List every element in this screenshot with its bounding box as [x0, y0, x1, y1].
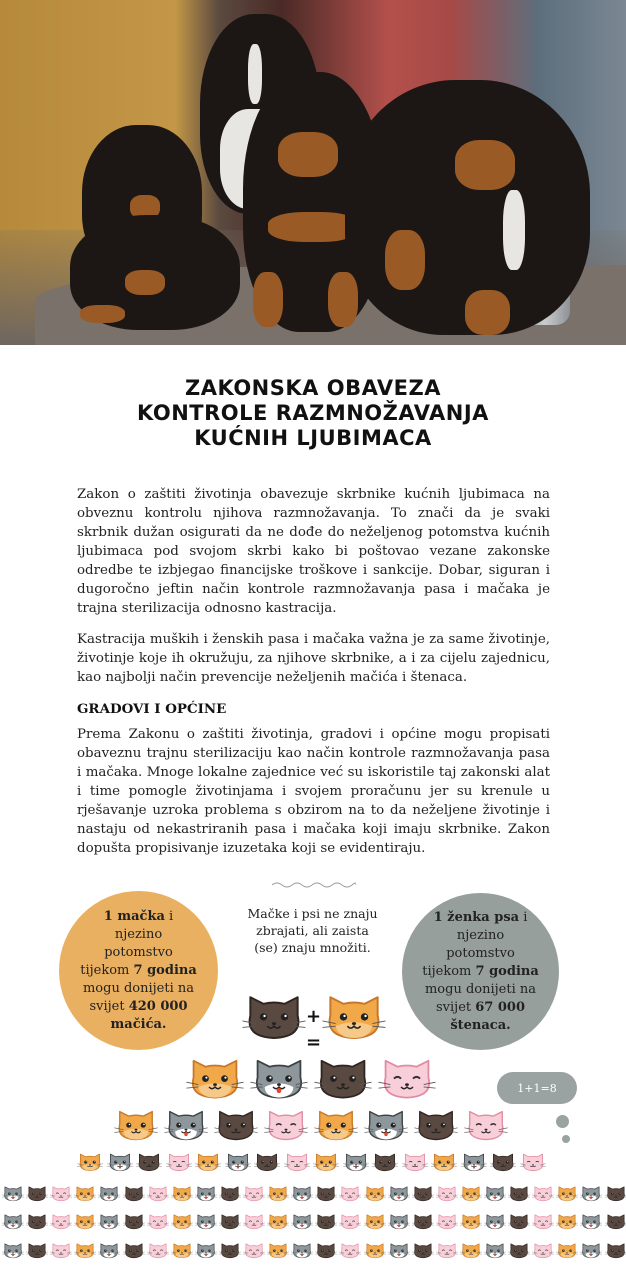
orange-cat-icon [556, 1242, 578, 1263]
grey-cat-icon [195, 1185, 217, 1206]
grey-cat-icon [291, 1213, 313, 1234]
thought-bubble: 1+1=8 [497, 1072, 577, 1104]
orange-cat-icon [171, 1242, 193, 1263]
brown-cat-icon [123, 1242, 145, 1263]
grey-cat-icon [484, 1242, 506, 1263]
grey-cat-icon [291, 1185, 313, 1206]
grey-cat-icon [250, 1056, 308, 1105]
squiggle-divider [272, 880, 356, 890]
grey-cat-icon [164, 1108, 208, 1146]
orange-cat-icon [364, 1242, 386, 1263]
orange-cat-icon [74, 1213, 96, 1234]
bold-text: 420 000 mačića. [110, 998, 188, 1032]
hero-photo [0, 0, 626, 345]
brown-cat-icon [315, 1242, 337, 1263]
brown-cat-icon [412, 1185, 434, 1206]
pink-cat-icon [243, 1185, 265, 1206]
pink-cat-icon [532, 1242, 554, 1263]
pink-cat-icon [532, 1185, 554, 1206]
bold-text: 67 000 štenaca. [450, 999, 526, 1033]
grey-cat-icon [580, 1242, 602, 1263]
page-title [0, 376, 626, 451]
brown-cat-icon [26, 1242, 48, 1263]
brown-cat-icon [605, 1242, 626, 1263]
brown-cat-icon [136, 1152, 162, 1176]
orange-cat-icon [77, 1152, 103, 1176]
bold-text: 1 mačka [103, 908, 165, 924]
cat-stat-text [79, 908, 199, 1034]
brown-cat-icon [219, 1185, 241, 1206]
orange-cat-icon [186, 1056, 244, 1105]
brown-cat-icon [508, 1185, 530, 1206]
orange-cat-icon [556, 1213, 578, 1234]
text: mogu donijeti na svijet [424, 981, 537, 1015]
orange-cat-icon [74, 1185, 96, 1206]
grey-cat-icon [388, 1185, 410, 1206]
orange-cat-icon [364, 1213, 386, 1234]
brown-cat-icon [315, 1213, 337, 1234]
brown-cat-icon [508, 1242, 530, 1263]
pink-cat-icon [339, 1242, 361, 1263]
equals-sign: = [306, 1032, 322, 1053]
orange-cat-icon [267, 1185, 289, 1206]
cat-stat-circle [59, 891, 218, 1050]
pink-cat-icon [339, 1213, 361, 1234]
grey-cat-icon [484, 1213, 506, 1234]
brown-cat-icon [123, 1213, 145, 1234]
pink-cat-icon [166, 1152, 192, 1176]
paragraph-law-obligation: Zakon o zaštiti životinja obavezuje skrbnike kućnih ljubimaca na obveznu kontrolu njihova razmnožavanja. To znači da je svaki skrbnik dužan osigurati da ne dođe do neželjenog potomstva kućnih ljubimaca pod svojom skrbi kako bi poštovao vezane zakonske odredbe te izbjegao financijske troškove i sankcije. Dobar, siguran i dugoročno jeftin način kontrole razmnožavanja pasa i mačaka je trajna sterilizacija odnosno kastracija. [77, 487, 550, 616]
grey-cat-icon [2, 1242, 24, 1263]
dog-stat-text [421, 909, 541, 1035]
center-caption: Mačke i psi ne znaju zbrajati, ali zaista (se) znaju množiti. [247, 906, 378, 955]
bold-text: 7 godina [475, 963, 539, 979]
orange-cat-icon [74, 1242, 96, 1263]
grey-cat-icon [195, 1213, 217, 1234]
grey-cat-icon [388, 1242, 410, 1263]
pink-cat-icon [50, 1213, 72, 1234]
title-line-1: ZAKONSKA OBAVEZA [185, 376, 441, 400]
brown-cat-icon [412, 1242, 434, 1263]
brown-cat-icon [372, 1152, 398, 1176]
grey-cat-icon [388, 1213, 410, 1234]
pink-cat-icon [147, 1213, 169, 1234]
pink-cat-icon [532, 1213, 554, 1234]
pink-cat-icon [402, 1152, 428, 1176]
brown-cat-icon [508, 1213, 530, 1234]
pink-cat-icon [50, 1242, 72, 1263]
grey-cat-icon [343, 1152, 369, 1176]
dog-stat-circle [402, 893, 559, 1050]
orange-cat-icon [460, 1213, 482, 1234]
brown-cat-icon [314, 1056, 372, 1105]
brown-cat-icon [26, 1213, 48, 1234]
grey-cat-icon [107, 1152, 133, 1176]
orange-cat-icon [431, 1152, 457, 1176]
grey-cat-icon [461, 1152, 487, 1176]
grey-cat-icon [364, 1108, 408, 1146]
puppy-right [345, 80, 590, 335]
orange-cat-icon [114, 1108, 158, 1146]
paragraph-castration: Kastracija muških i ženskih pasa i mačaka važna je za same životinje, životinje koje ih okružuju, za njihove skrbnike, a i za cijelu zajednicu, kao najbolji način prevencije neželjenih mačića i štenaca. [77, 632, 550, 685]
section-heading-cities: GRADOVI I OPĆINE [77, 701, 227, 717]
orange-cat-icon [195, 1152, 221, 1176]
brown-cat-icon [412, 1213, 434, 1234]
brown-cat-icon [242, 992, 306, 1046]
bold-text: 7 godina [133, 962, 197, 978]
pink-cat-icon [264, 1108, 308, 1146]
brown-cat-icon [123, 1185, 145, 1206]
orange-cat-icon [322, 992, 386, 1046]
paragraph-cities: Prema Zakonu o zaštiti životinja, gradovi i općine mogu propisati obaveznu trajnu sterilizaciju kao način kontrole razmnožavanja pasa i mačaka. Mnoge lokalne zajednice već su iskoristile taj zakonski alat i time pomogle životinjama i svojem proračunu jer su krenule u rješavanje uzroka problema s obzirom na to da neželjene životinje i nastaju od nekastriranih pasa i mačaka koji imaju skrbnike. Zakon dopušta propisivanje izuzetaka koji se evidentiraju. [77, 727, 550, 856]
orange-cat-icon [556, 1185, 578, 1206]
grey-cat-icon [2, 1213, 24, 1234]
brown-cat-icon [254, 1152, 280, 1176]
brown-cat-icon [605, 1213, 626, 1234]
grey-cat-icon [580, 1185, 602, 1206]
orange-cat-icon [171, 1185, 193, 1206]
grey-cat-icon [98, 1213, 120, 1234]
pink-cat-icon [147, 1185, 169, 1206]
brown-cat-icon [219, 1213, 241, 1234]
text: mogu donijeti na svijet [82, 980, 195, 1014]
orange-cat-icon [460, 1242, 482, 1263]
orange-cat-icon [314, 1108, 358, 1146]
title-line-2: KONTROLE RAZMNOŽAVANJA [137, 401, 489, 425]
brown-cat-icon [490, 1152, 516, 1176]
plus-sign: + [306, 1006, 322, 1027]
pink-cat-icon [436, 1242, 458, 1263]
brown-cat-icon [605, 1185, 626, 1206]
title-line-3: KUĆNIH LJUBIMACA [194, 426, 432, 450]
pink-cat-icon [378, 1056, 436, 1105]
pink-cat-icon [436, 1213, 458, 1234]
puppy-lying [70, 215, 240, 330]
orange-cat-icon [460, 1185, 482, 1206]
text: i njezino potomstvo tijekom [422, 909, 528, 979]
grey-cat-icon [98, 1185, 120, 1206]
pink-cat-icon [339, 1185, 361, 1206]
bold-text: 1 ženka psa [433, 909, 520, 925]
pink-cat-icon [520, 1152, 546, 1176]
grey-cat-icon [484, 1185, 506, 1206]
grey-cat-icon [2, 1185, 24, 1206]
orange-cat-icon [313, 1152, 339, 1176]
orange-cat-icon [267, 1242, 289, 1263]
pink-cat-icon [464, 1108, 508, 1146]
pink-cat-icon [50, 1185, 72, 1206]
pink-cat-icon [147, 1242, 169, 1263]
grey-cat-icon [195, 1242, 217, 1263]
grey-cat-icon [291, 1242, 313, 1263]
orange-cat-icon [267, 1213, 289, 1234]
pink-cat-icon [284, 1152, 310, 1176]
grey-cat-icon [225, 1152, 251, 1176]
text: i njezino potomstvo tijekom [80, 908, 174, 978]
pink-cat-icon [243, 1213, 265, 1234]
brown-cat-icon [26, 1185, 48, 1206]
thought-dot-large [556, 1115, 569, 1128]
pink-cat-icon [436, 1185, 458, 1206]
orange-cat-icon [171, 1213, 193, 1234]
brown-cat-icon [315, 1185, 337, 1206]
brown-cat-icon [414, 1108, 458, 1146]
pink-cat-icon [243, 1242, 265, 1263]
thought-dot-small [562, 1135, 570, 1143]
grey-cat-icon [580, 1213, 602, 1234]
orange-cat-icon [364, 1185, 386, 1206]
brown-cat-icon [219, 1242, 241, 1263]
grey-cat-icon [98, 1242, 120, 1263]
brown-cat-icon [214, 1108, 258, 1146]
